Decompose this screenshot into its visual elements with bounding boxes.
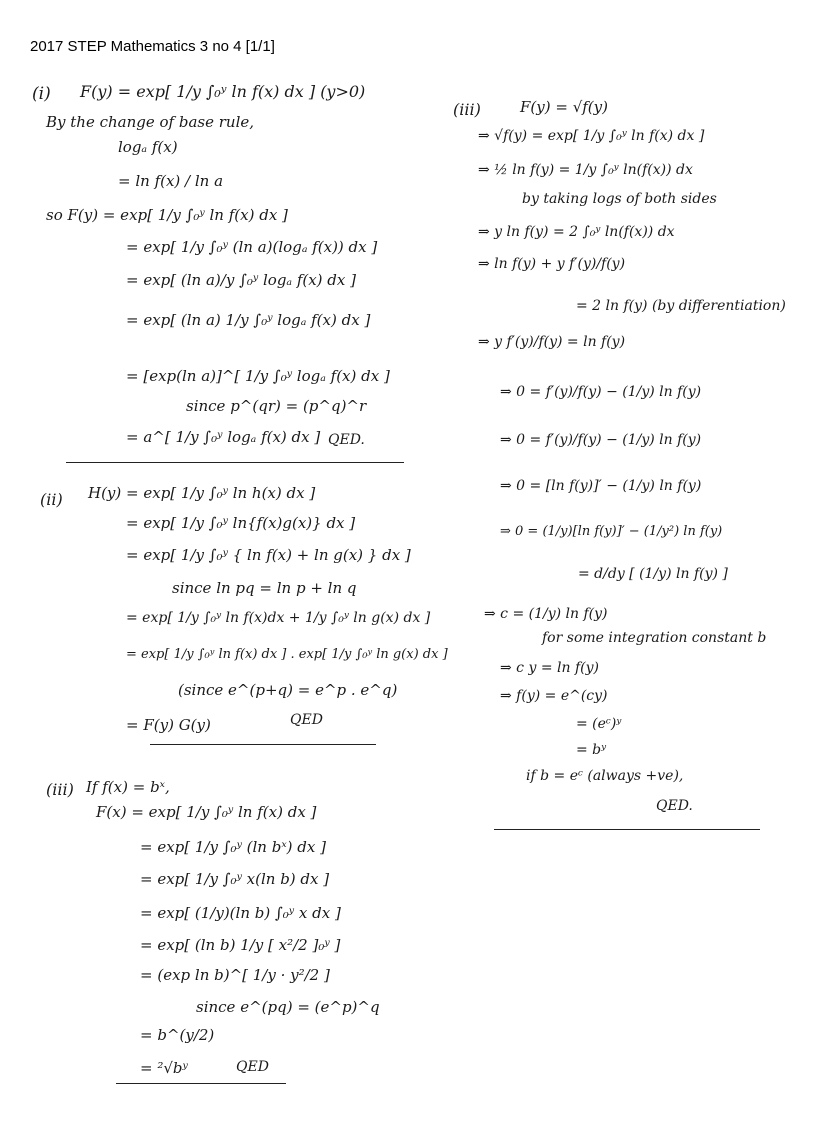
solution-line: since e^(pq) = (e^p)^q: [196, 998, 380, 1016]
solution-line: ⇒ 0 = f′(y)/f(y) − (1/y) ln f(y): [500, 432, 702, 448]
solution-line: ⇒ y f′(y)/f(y) = ln f(y): [478, 334, 626, 350]
solution-line: = ln f(x) / ln a: [118, 172, 224, 190]
qed-mark: QED: [290, 712, 323, 728]
solution-line: ⇒ y ln f(y) = 2 ∫₀ʸ ln(f(x)) dx: [478, 224, 675, 240]
solution-line: = bʸ: [576, 742, 607, 758]
solution-line: = a^[ 1/y ∫₀ʸ logₐ f(x) dx ]: [126, 428, 321, 446]
solution-line: = exp[ 1/y ∫₀ʸ x(ln b) dx ]: [140, 870, 330, 888]
solution-line: ⇒ f(y) = e^(cy): [500, 688, 608, 704]
section-divider: [66, 462, 404, 463]
solution-line: = exp[ 1/y ∫₀ʸ { ln f(x) + ln g(x) } dx ]: [126, 546, 411, 564]
solution-line: = exp[ (ln b) 1/y [ x²/2 ]₀ʸ ]: [140, 936, 341, 954]
solution-line: = (eᶜ)ʸ: [576, 716, 622, 732]
qed-mark: QED.: [328, 432, 365, 448]
solution-line: ⇒ c y = ln f(y): [500, 660, 599, 676]
page-title: 2017 STEP Mathematics 3 no 4 [1/1]: [30, 38, 275, 55]
solution-line: by taking logs of both sides: [522, 191, 717, 207]
solution-line: (since e^(p+q) = e^p . e^q): [178, 681, 398, 699]
solution-line: = exp[ (ln a)/y ∫₀ʸ logₐ f(x) dx ]: [126, 271, 356, 289]
solution-line: By the change of base rule,: [46, 113, 255, 131]
solution-line: since p^(qr) = (p^q)^r: [186, 397, 367, 415]
solution-line: = 2 ln f(y) (by differentiation): [576, 298, 786, 314]
solution-line: = exp[ 1/y ∫₀ʸ (ln bˣ) dx ]: [140, 838, 326, 856]
part-iii-label: (iii): [46, 780, 74, 799]
part-iii-label: (iii): [453, 100, 481, 119]
solution-line: = (exp ln b)^[ 1/y · y²/2 ]: [140, 966, 330, 984]
solution-line: = exp[ (ln a) 1/y ∫₀ʸ logₐ f(x) dx ]: [126, 311, 371, 329]
section-divider: [116, 1083, 286, 1084]
solution-line: = F(y) G(y): [126, 716, 211, 734]
part-ii-label: (ii): [40, 490, 63, 509]
solution-line: ⇒ ½ ln f(y) = 1/y ∫₀ʸ ln(f(x)) dx: [478, 162, 693, 178]
solution-line: ⇒ √f(y) = exp[ 1/y ∫₀ʸ ln f(x) dx ]: [478, 128, 705, 144]
solution-line: logₐ f(x): [118, 138, 178, 156]
solution-line: ⇒ 0 = [ln f(y)]′ − (1/y) ln f(y): [500, 478, 702, 494]
section-divider: [494, 829, 760, 830]
solution-line: F(x) = exp[ 1/y ∫₀ʸ ln f(x) dx ]: [96, 803, 317, 821]
solution-line: since ln pq = ln p + ln q: [172, 579, 357, 597]
solution-line: = exp[ 1/y ∫₀ʸ (ln a)(logₐ f(x)) dx ]: [126, 238, 378, 256]
solution-line: = exp[ 1/y ∫₀ʸ ln f(x) dx ] . exp[ 1/y ∫₀ʸ ln g(x) dx ]: [126, 647, 448, 662]
solution-line: F(y) = exp[ 1/y ∫₀ʸ ln f(x) dx ] (y>0): [80, 82, 366, 101]
solution-line: = exp[ 1/y ∫₀ʸ ln{f(x)g(x)} dx ]: [126, 514, 356, 532]
solution-line: ⇒ 0 = (1/y)[ln f(y)]′ − (1/y²) ln f(y): [500, 524, 723, 539]
solution-line: = ²√bʸ: [140, 1059, 188, 1077]
solution-line: = b^(y/2): [140, 1026, 215, 1044]
solution-line: H(y) = exp[ 1/y ∫₀ʸ ln h(x) dx ]: [88, 484, 316, 502]
solution-line: = exp[ (1/y)(ln b) ∫₀ʸ x dx ]: [140, 904, 341, 922]
solution-line: F(y) = √f(y): [520, 98, 608, 116]
qed-mark: QED.: [656, 798, 693, 814]
solution-line: ⇒ ln f(y) + y f′(y)/f(y): [478, 256, 626, 272]
qed-mark: QED: [236, 1059, 269, 1075]
section-divider: [150, 744, 376, 745]
solution-line: for some integration constant b: [542, 630, 767, 646]
solution-line: ⇒ 0 = f′(y)/f(y) − (1/y) ln f(y): [500, 384, 702, 400]
solution-line: so F(y) = exp[ 1/y ∫₀ʸ ln f(x) dx ]: [46, 206, 288, 224]
solution-line: If f(x) = bˣ,: [86, 778, 170, 796]
solution-line: = [exp(ln a)]^[ 1/y ∫₀ʸ logₐ f(x) dx ]: [126, 367, 390, 385]
solution-line: = exp[ 1/y ∫₀ʸ ln f(x)dx + 1/y ∫₀ʸ ln g(x) dx ]: [126, 610, 431, 626]
solution-line: if b = eᶜ (always +ve),: [526, 768, 684, 784]
solution-line: = d/dy [ (1/y) ln f(y) ]: [578, 566, 728, 582]
part-i-label: (i): [32, 84, 51, 104]
solution-line: ⇒ c = (1/y) ln f(y): [484, 606, 608, 622]
